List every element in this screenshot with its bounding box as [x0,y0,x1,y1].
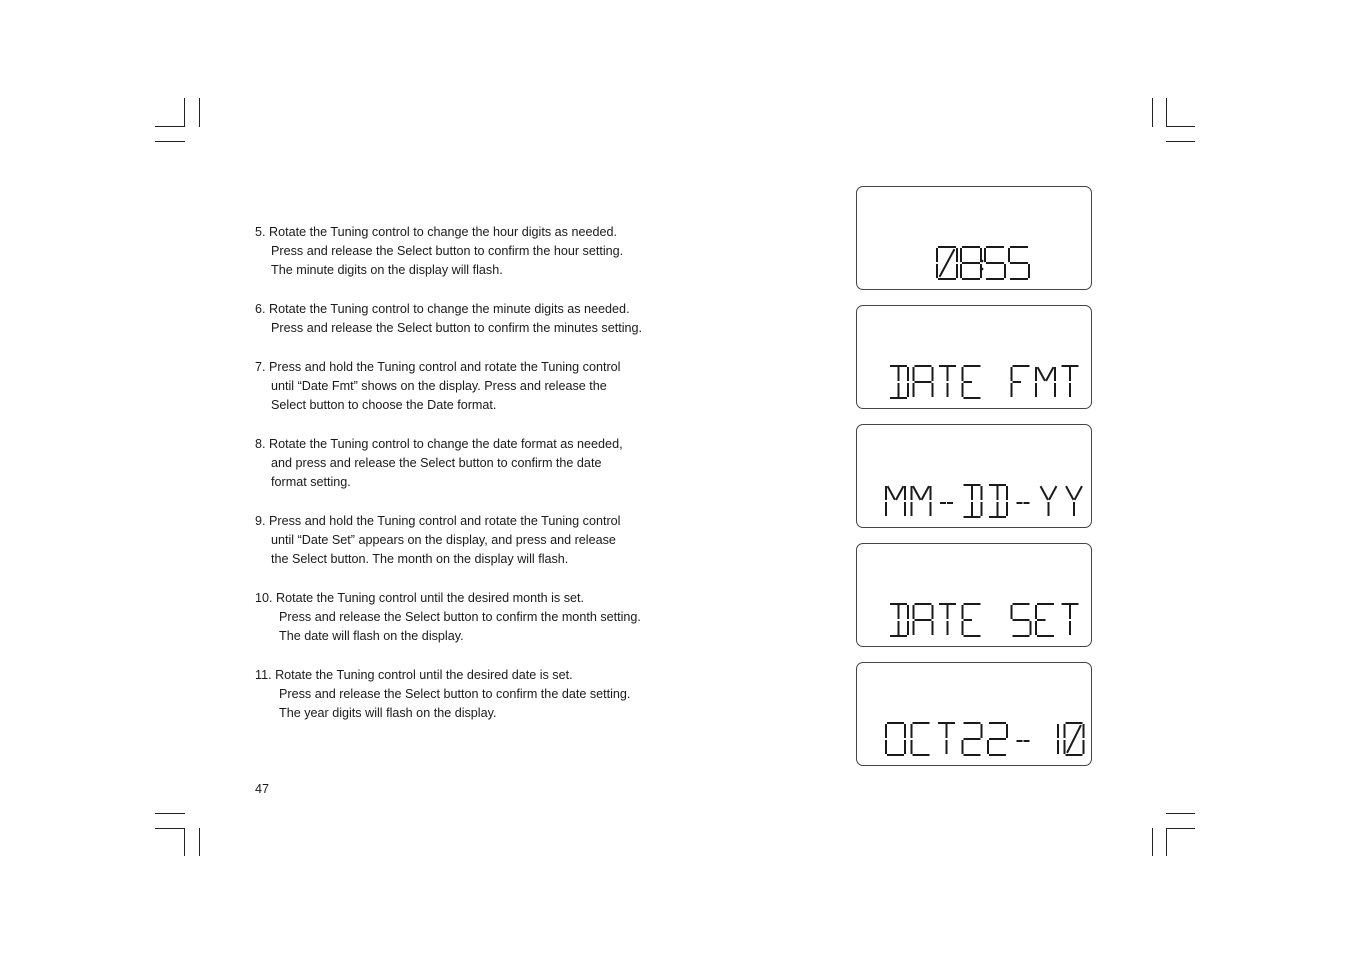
step-text: the Select button. The month on the display will flash. [271,552,569,566]
crop-mark [155,141,185,142]
crop-mark [155,813,185,814]
crop-mark [1166,98,1167,127]
lcd-char-7 [1063,604,1078,634]
step-text: The year digits will flash on the display. [279,706,497,720]
lcd-char-0 [937,247,957,279]
lcd-segment-text [857,544,1093,648]
crop-mark [199,828,200,856]
crop-mark [184,828,185,856]
step-text: and press and release the Select button to confirm the date [271,456,602,470]
lcd-char-6 [1036,604,1053,636]
lcd-display-date-set [856,543,1092,647]
crop-mark [1166,828,1195,829]
lcd-char-2 [939,723,954,753]
lcd-char-0 [891,366,908,398]
crop-mark [1166,141,1195,142]
lcd-display-date-fmt [856,305,1092,409]
lcd-char-0 [886,487,905,515]
step-5 [255,223,695,280]
crop-mark [1152,98,1153,127]
lcd-char-5 [1012,366,1029,396]
step-text: Press and release the Select button to confirm the hour setting. [271,244,624,258]
step-text: until “Date Fmt” shows on the display. Press and release the [271,379,607,393]
crop-mark [1152,828,1153,856]
crop-mark [199,98,200,127]
step-text: 5. Rotate the Tuning control to change the hour digits as needed. [255,225,617,239]
lcd-segment-text [857,663,1093,767]
crop-mark [1166,813,1195,814]
step-text: 9. Press and hold the Tuning control and rotate the Tuning control [255,514,621,528]
step-text: Select button to choose the Date format. [271,398,497,412]
lcd-char-6 [1041,487,1056,515]
lcd-char-2 [940,366,955,396]
crop-mark [1166,828,1167,856]
lcd-char-1 [961,247,981,279]
crop-mark [155,828,185,829]
lcd-char-1 [914,604,933,634]
step-text: until “Date Set” appears on the display, and press and release [271,533,616,547]
step-text: 7. Press and hold the Tuning control and rotate the Tuning control [255,360,621,374]
lcd-char-1 [914,366,933,396]
step-text: Press and release the Select button to confirm the month setting. [279,610,641,624]
step-6 [255,300,695,338]
instruction-list [255,223,695,743]
step-text: 8. Rotate the Tuning control to change the date format as needed, [255,437,623,451]
step-text: Press and release the Select button to confirm the minutes setting. [271,321,643,335]
lcd-colon [981,260,984,263]
step-text: 10. Rotate the Tuning control until the desired month is set. [255,591,585,605]
step-11 [255,666,695,723]
page-number: 47 [255,782,270,796]
lcd-char-2 [940,604,955,634]
lcd-char-3 [963,366,980,398]
step-10 [255,589,695,646]
step-8 [255,435,695,492]
lcd-segment-text [857,306,1093,410]
crop-mark [1166,126,1195,127]
lcd-char-4 [990,485,1007,517]
step-text: The minute digits on the display will flash. [271,263,503,277]
lcd-char-7 [1067,487,1082,515]
lcd-display-date-format [856,424,1092,528]
lcd-char-6 [1036,368,1055,396]
lcd-segment-text [857,187,1093,291]
lcd-char-1 [912,487,931,515]
lcd-colon [981,268,984,271]
lcd-char-3 [965,485,982,517]
step-text: The date will flash on the display. [279,629,464,643]
lcd-char-7 [1063,366,1078,396]
lcd-char-5 [1012,604,1031,636]
step-7 [255,358,695,415]
lcd-display-time [856,186,1092,290]
lcd-char-7 [1065,723,1084,755]
lcd-char-0 [886,723,905,755]
lcd-char-3 [963,723,982,755]
lcd-char-3 [963,604,980,636]
step-text: format setting. [271,475,351,489]
crop-mark [155,126,185,127]
lcd-char-3 [1009,247,1029,279]
lcd-display-date [856,662,1092,766]
lcd-char-2 [985,247,1005,279]
lcd-char-0 [891,604,908,636]
crop-mark [184,98,185,127]
lcd-char-1 [912,723,929,755]
step-9 [255,512,695,569]
lcd-char-4 [988,723,1007,755]
step-text: 11. Rotate the Tuning control until the desired date is set. [255,668,573,682]
step-text: Press and release the Select button to confirm the date setting. [279,687,631,701]
step-text: 6. Rotate the Tuning control to change the minute digits as needed. [255,302,630,316]
lcd-segment-text [857,425,1093,529]
